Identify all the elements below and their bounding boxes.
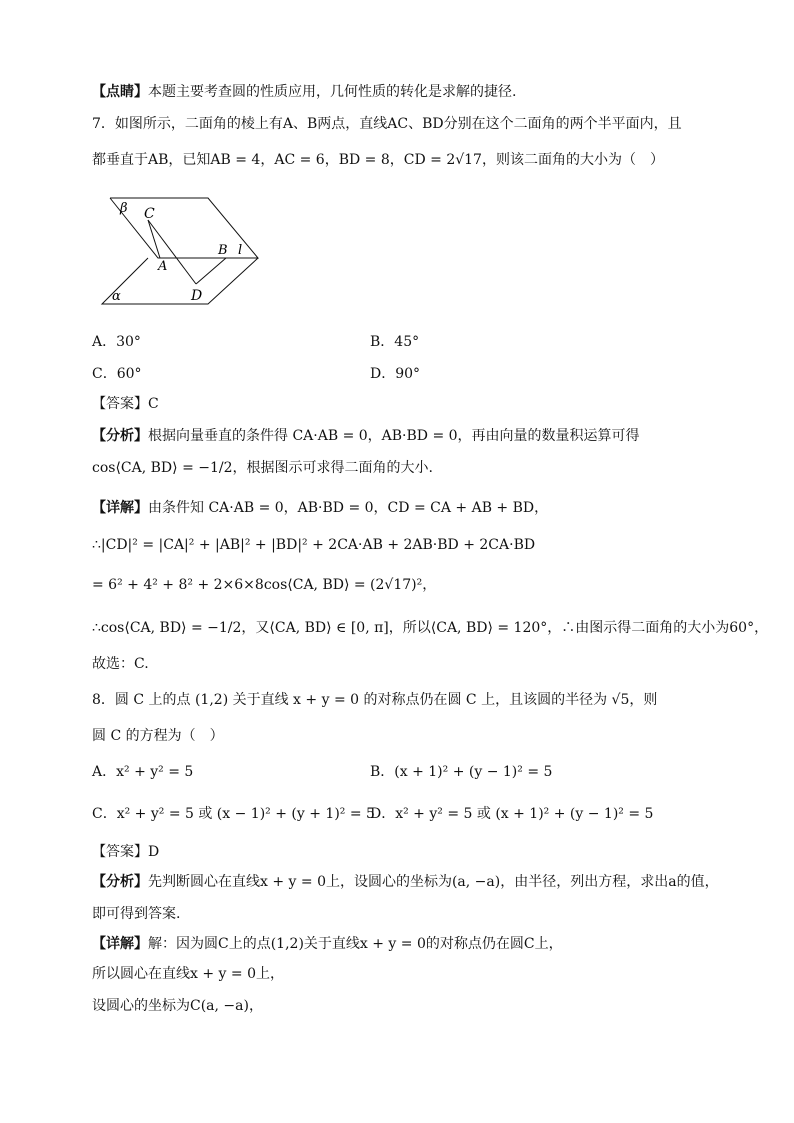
q7-detail-3: = 6² + 4² + 8² + 2×6×8cos⟨CA, BD⟩ = (2√17)²， — [92, 577, 437, 593]
segment-BD — [196, 258, 226, 284]
label-C: C — [144, 206, 155, 222]
q7-choice: 故选：C. — [92, 656, 149, 672]
q7-option-c: C．60° — [92, 366, 142, 382]
q7-analysis-2: cos⟨CA, BD⟩ = −1/2，根据图示可求得二面角的大小. — [92, 460, 433, 476]
segment-CD — [148, 220, 196, 284]
tip-line: 【点睛】本题主要考查圆的性质应用，几何性质的转化是求解的捷径. — [92, 84, 517, 100]
q7-option-b: B．45° — [370, 334, 420, 350]
label-B: B — [218, 243, 228, 258]
q7-analysis-1: 【分析】根据向量垂直的条件得 CA·AB = 0，AB·BD = 0，再由向量的数量积运算可得 — [92, 428, 640, 444]
q8-option-d: D．x² + y² = 5 或 (x + 1)² + (y − 1)² = 5 — [370, 806, 654, 822]
q7-detail-1: 【详解】由条件知 CA·AB = 0，AB·BD = 0，CD = CA + AB + BD， — [92, 500, 549, 516]
q7-stem-1: 7．如图所示，二面角的棱上有A、B两点，直线AC、BD分别在这个二面角的两个半平面内，且 — [92, 116, 682, 132]
q8-stem-1: 8．圆 C 上的点 (1,2) 关于直线 x + y = 0 的对称点仍在圆 C 上，且该圆的半径为 √5，则 — [92, 692, 658, 708]
q8-detail-2: 所以圆心在直线x + y = 0上， — [92, 966, 284, 982]
q7-option-a: A．30° — [92, 334, 141, 350]
plane-beta-outline — [110, 198, 258, 258]
label-alpha: α — [112, 289, 121, 304]
q8-option-b: B．(x + 1)² + (y − 1)² = 5 — [370, 764, 553, 780]
q8-option-a: A．x² + y² = 5 — [92, 764, 194, 780]
q7-stem-2: 都垂直于AB，已知AB = 4，AC = 6，BD = 8，CD = 2√17，则该二面角的大小为（ ） — [92, 152, 664, 168]
plane-alpha-outline — [102, 258, 258, 304]
q7-detail-4: ∴cos⟨CA, BD⟩ = −1/2，又⟨CA, BD⟩ ∈ [0, π]，所以⟨CA, BD⟩ = 120°，∴由图示得二面角的大小为60°， — [92, 620, 769, 636]
label-A: A — [158, 259, 168, 274]
q7-detail-2: ∴|CD|² = |CA|² + |AB|² + |BD|² + 2CA·AB + 2AB·BD + 2CA·BD — [92, 537, 536, 553]
label-beta: β — [120, 201, 128, 216]
q8-analysis-2: 即可得到答案. — [92, 906, 181, 922]
dihedral-angle-figure — [98, 192, 268, 308]
q8-analysis-1: 【分析】先判断圆心在直线x + y = 0上，设圆心的坐标为(a, −a)，由半径，列出方程，求出a的值， — [92, 874, 719, 890]
q8-option-c: C．x² + y² = 5 或 (x − 1)² + (y + 1)² = 5 — [92, 806, 375, 822]
q8-stem-2: 圆 C 的方程为（ ） — [92, 728, 224, 744]
q8-answer: 【答案】D — [92, 844, 160, 860]
label-l: l — [238, 243, 243, 258]
q8-detail-1: 【详解】解：因为圆C上的点(1,2)关于直线x + y = 0的对称点仍在圆C上， — [92, 936, 563, 952]
q7-option-d: D．90° — [370, 366, 421, 382]
q8-detail-3: 设圆心的坐标为C(a, −a)， — [92, 998, 263, 1014]
label-D: D — [191, 288, 203, 304]
q7-answer: 【答案】C — [92, 396, 159, 412]
